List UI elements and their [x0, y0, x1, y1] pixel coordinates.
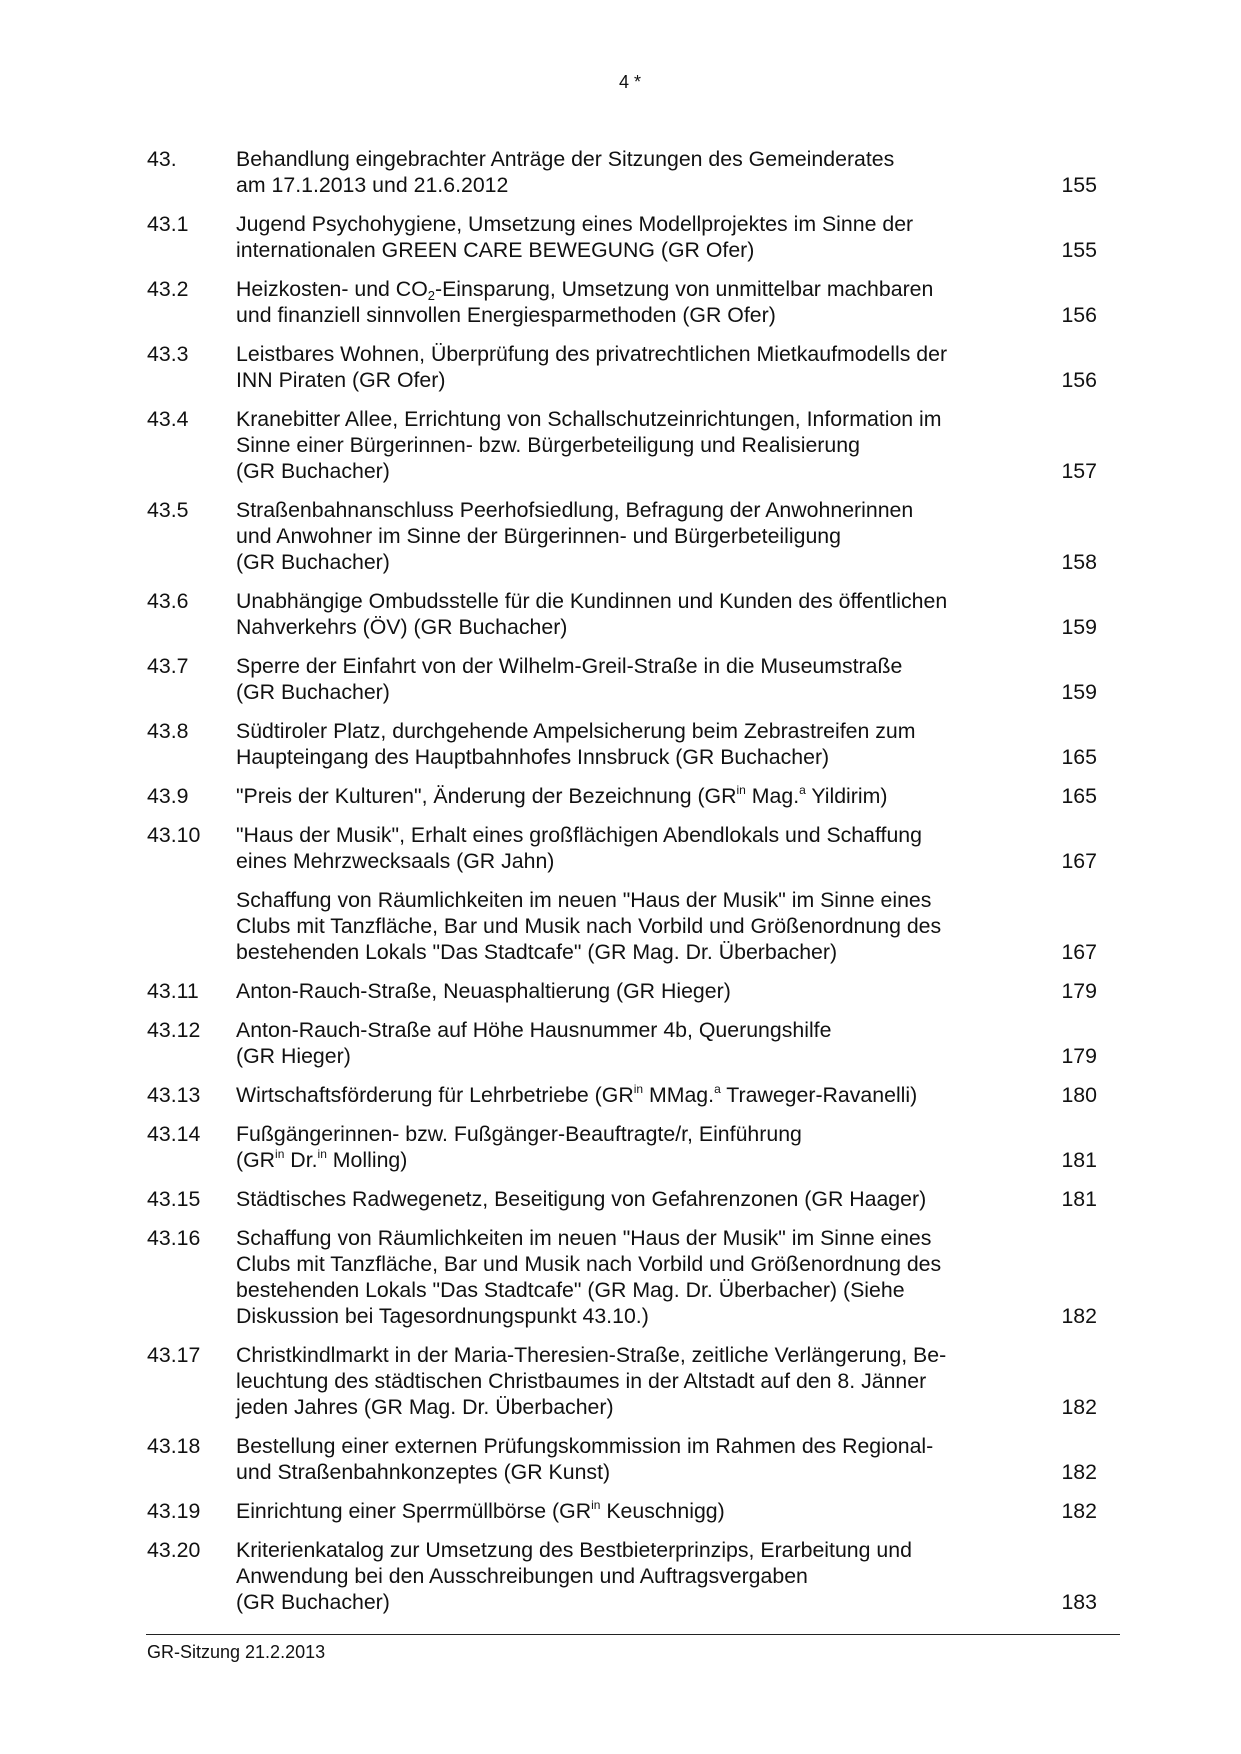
entry-number: 43.2	[147, 277, 189, 301]
entry-page: 181	[1061, 1187, 1097, 1211]
toc-entry	[147, 1433, 1097, 1485]
toc-entry	[147, 822, 1097, 874]
toc-entry	[147, 1498, 1097, 1524]
table-of-contents	[147, 146, 1097, 1628]
entry-title: Jugend Psychohygiene, Umsetzung eines Modellprojektes im Sinne der internationalen GREEN CARE BEWEGUNG (GR Ofer)	[236, 212, 914, 262]
entry-page: 181	[1061, 1148, 1097, 1172]
entry-title: Heizkosten- und $CO_2$-Einsparung, Umsetzung von unmittelbar machbaren und finanziell sinnvollen Energiesparmethoden (GR Ofer)	[236, 277, 934, 327]
entry-number: 43.3	[147, 342, 189, 366]
entry-title: Sperre der Einfahrt von der Wilhelm-Greil-Straße in die Museumstraße (GR Buchacher)	[236, 654, 903, 704]
toc-entry	[147, 497, 1097, 575]
entry-title: Bestellung einer externen Prüfungskommission im Rahmen des Regional- und Straßenbahnkonzeptes (GR Kunst)	[236, 1434, 934, 1484]
entry-number: 43.	[147, 147, 177, 171]
entry-page: 165	[1061, 784, 1097, 808]
toc-entry	[147, 1017, 1097, 1069]
toc-entry	[147, 1082, 1097, 1108]
entry-page: 155	[1061, 173, 1097, 197]
entry-title: Unabhängige Ombudsstelle für die Kundinnen und Kunden des öffentlichen Nahverkehrs (ÖV) (GR Buchacher)	[236, 589, 948, 639]
entry-page: 165	[1061, 745, 1097, 769]
entry-number: 43.19	[147, 1499, 201, 1523]
entry-number: 43.20	[147, 1538, 201, 1562]
toc-entry	[147, 1342, 1097, 1420]
entry-page: 182	[1061, 1460, 1097, 1484]
entry-page: 159	[1061, 615, 1097, 639]
entry-title: Städtisches Radwegenetz, Beseitigung von Gefahrenzonen (GR Haager)	[236, 1187, 927, 1211]
entry-title: Kriterienkatalog zur Umsetzung des Bestbieterprinzips, Erarbeitung und Anwendung bei den Ausschreibungen und Auftragsvergaben (GR Buchacher)	[236, 1538, 912, 1614]
entry-page: 167	[1061, 849, 1097, 873]
toc-entry	[147, 276, 1097, 328]
entry-number: 43.13	[147, 1083, 201, 1107]
toc-entry	[147, 1121, 1097, 1173]
footer-text: GR-Sitzung 21.2.2013	[147, 1642, 326, 1662]
entry-number: 43.8	[147, 719, 189, 743]
entry-title: "Preis der Kulturen", Änderung der Bezeichnung ($GR^{in}$ Mag.$^a$ Yildirim)	[236, 783, 888, 808]
entry-number: 43.4	[147, 407, 189, 431]
entry-number: 43.12	[147, 1018, 201, 1042]
toc-entry	[147, 783, 1097, 809]
entry-page: 182	[1061, 1499, 1097, 1523]
toc-entry	[147, 1537, 1097, 1615]
toc-entry	[147, 978, 1097, 1004]
entry-page: 159	[1061, 680, 1097, 704]
entry-number: 43.9	[147, 784, 189, 808]
toc-entry	[147, 588, 1097, 640]
toc-entry	[147, 341, 1097, 393]
entry-page: 156	[1061, 303, 1097, 327]
entry-number: 43.16	[147, 1226, 201, 1250]
entry-title: Wirtschaftsförderung für Lehrbetriebe ($GR^{in}$ MMag.$^a$ Traweger-Ravanelli)	[236, 1082, 918, 1107]
entry-page: 157	[1061, 459, 1097, 483]
entry-number: 43.5	[147, 498, 189, 522]
entry-number: 43.6	[147, 589, 189, 613]
entry-title: Schaffung von Räumlichkeiten im neuen "Haus der Musik" im Sinne eines Clubs mit Tanzfläche, Bar und Musik nach Vorbild und Größenordnung des bestehenden Lokals "Das Stadtcafe" (GR Mag. Dr. Überbacher)	[236, 888, 942, 964]
entry-number: 43.17	[147, 1343, 201, 1367]
toc-entry	[147, 211, 1097, 263]
entry-page: 183	[1061, 1590, 1097, 1614]
entry-number: 43.1	[147, 212, 189, 236]
entry-title: Straßenbahnanschluss Peerhofsiedlung, Befragung der Anwohnerinnen und Anwohner im Sinne der Bürgerinnen- und Bürgerbeteiligung (GR Buchacher)	[236, 498, 914, 574]
toc-entry	[147, 1225, 1097, 1329]
toc-entry	[147, 146, 1097, 198]
entry-title: Anton-Rauch-Straße auf Höhe Hausnummer 4b, Querungshilfe (GR Hieger)	[236, 1018, 832, 1068]
entry-number: 43.11	[147, 979, 199, 1003]
entry-page: 155	[1061, 238, 1097, 262]
entry-number: 43.7	[147, 654, 189, 678]
entry-title: Behandlung eingebrachter Anträge der Sitzungen des Gemeinderates am 17.1.2013 und 21.6.2012	[236, 147, 895, 197]
entry-page: 179	[1061, 1044, 1097, 1068]
entry-page: 167	[1061, 940, 1097, 964]
entry-page: 179	[1061, 979, 1097, 1003]
toc-entry	[147, 887, 1097, 965]
entry-title: Einrichtung einer Sperrmüllbörse ($GR^{in}$ Keuschnigg)	[236, 1498, 725, 1523]
entry-number: 43.14	[147, 1122, 201, 1146]
entry-title: Leistbares Wohnen, Überprüfung des privatrechtlichen Mietkaufmodells der INN Piraten (GR Ofer)	[236, 342, 948, 392]
footer-divider	[146, 1634, 1120, 1635]
entry-page: 180	[1061, 1083, 1097, 1107]
entry-title: Kranebitter Allee, Errichtung von Schallschutzeinrichtungen, Information im Sinne einer Bürgerinnen- bzw. Bürgerbeteiligung und Realisierung (GR Buchacher)	[236, 407, 942, 483]
toc-entry	[147, 718, 1097, 770]
entry-number: 43.15	[147, 1187, 201, 1211]
entry-title: Anton-Rauch-Straße, Neuasphaltierung (GR Hieger)	[236, 979, 731, 1003]
entry-page: 182	[1061, 1395, 1097, 1419]
entry-number: 43.18	[147, 1434, 201, 1458]
entry-page: 156	[1061, 368, 1097, 392]
toc-entry	[147, 406, 1097, 484]
toc-entry	[147, 653, 1097, 705]
entry-number: 43.10	[147, 823, 201, 847]
entry-title: Südtiroler Platz, durchgehende Ampelsicherung beim Zebrastreifen zum Haupteingang des Hauptbahnhofes Innsbruck (GR Buchacher)	[236, 719, 916, 769]
entry-title: Fußgängerinnen- bzw. Fußgänger-Beauftragte/r, Einführung ($GR^{in}$ Dr.$^{in}$ Molling)	[236, 1122, 802, 1172]
page-number: 4 *	[618, 72, 642, 92]
entry-page: 182	[1061, 1304, 1097, 1328]
toc-entry	[147, 1186, 1097, 1212]
entry-title: Schaffung von Räumlichkeiten im neuen "Haus der Musik" im Sinne eines Clubs mit Tanzfläche, Bar und Musik nach Vorbild und Größenordnung des bestehenden Lokals "Das Stadtcafe" (GR Mag. Dr. Überbacher) (Siehe Diskussion bei Tagesordnungspunkt 43.10.)	[236, 1226, 942, 1328]
entry-page: 158	[1061, 550, 1097, 574]
entry-title: Christkindlmarkt in der Maria-Theresien-Straße, zeitliche Verlängerung, Be- leuchtung des städtischen Christbaumes in der Altstadt auf den 8. Jänner jeden Jahres (GR Mag. Dr. Überbacher)	[236, 1343, 947, 1419]
entry-title: "Haus der Musik", Erhalt eines großflächigen Abendlokals und Schaffung eines Mehrzwecksaals (GR Jahn)	[236, 823, 922, 873]
